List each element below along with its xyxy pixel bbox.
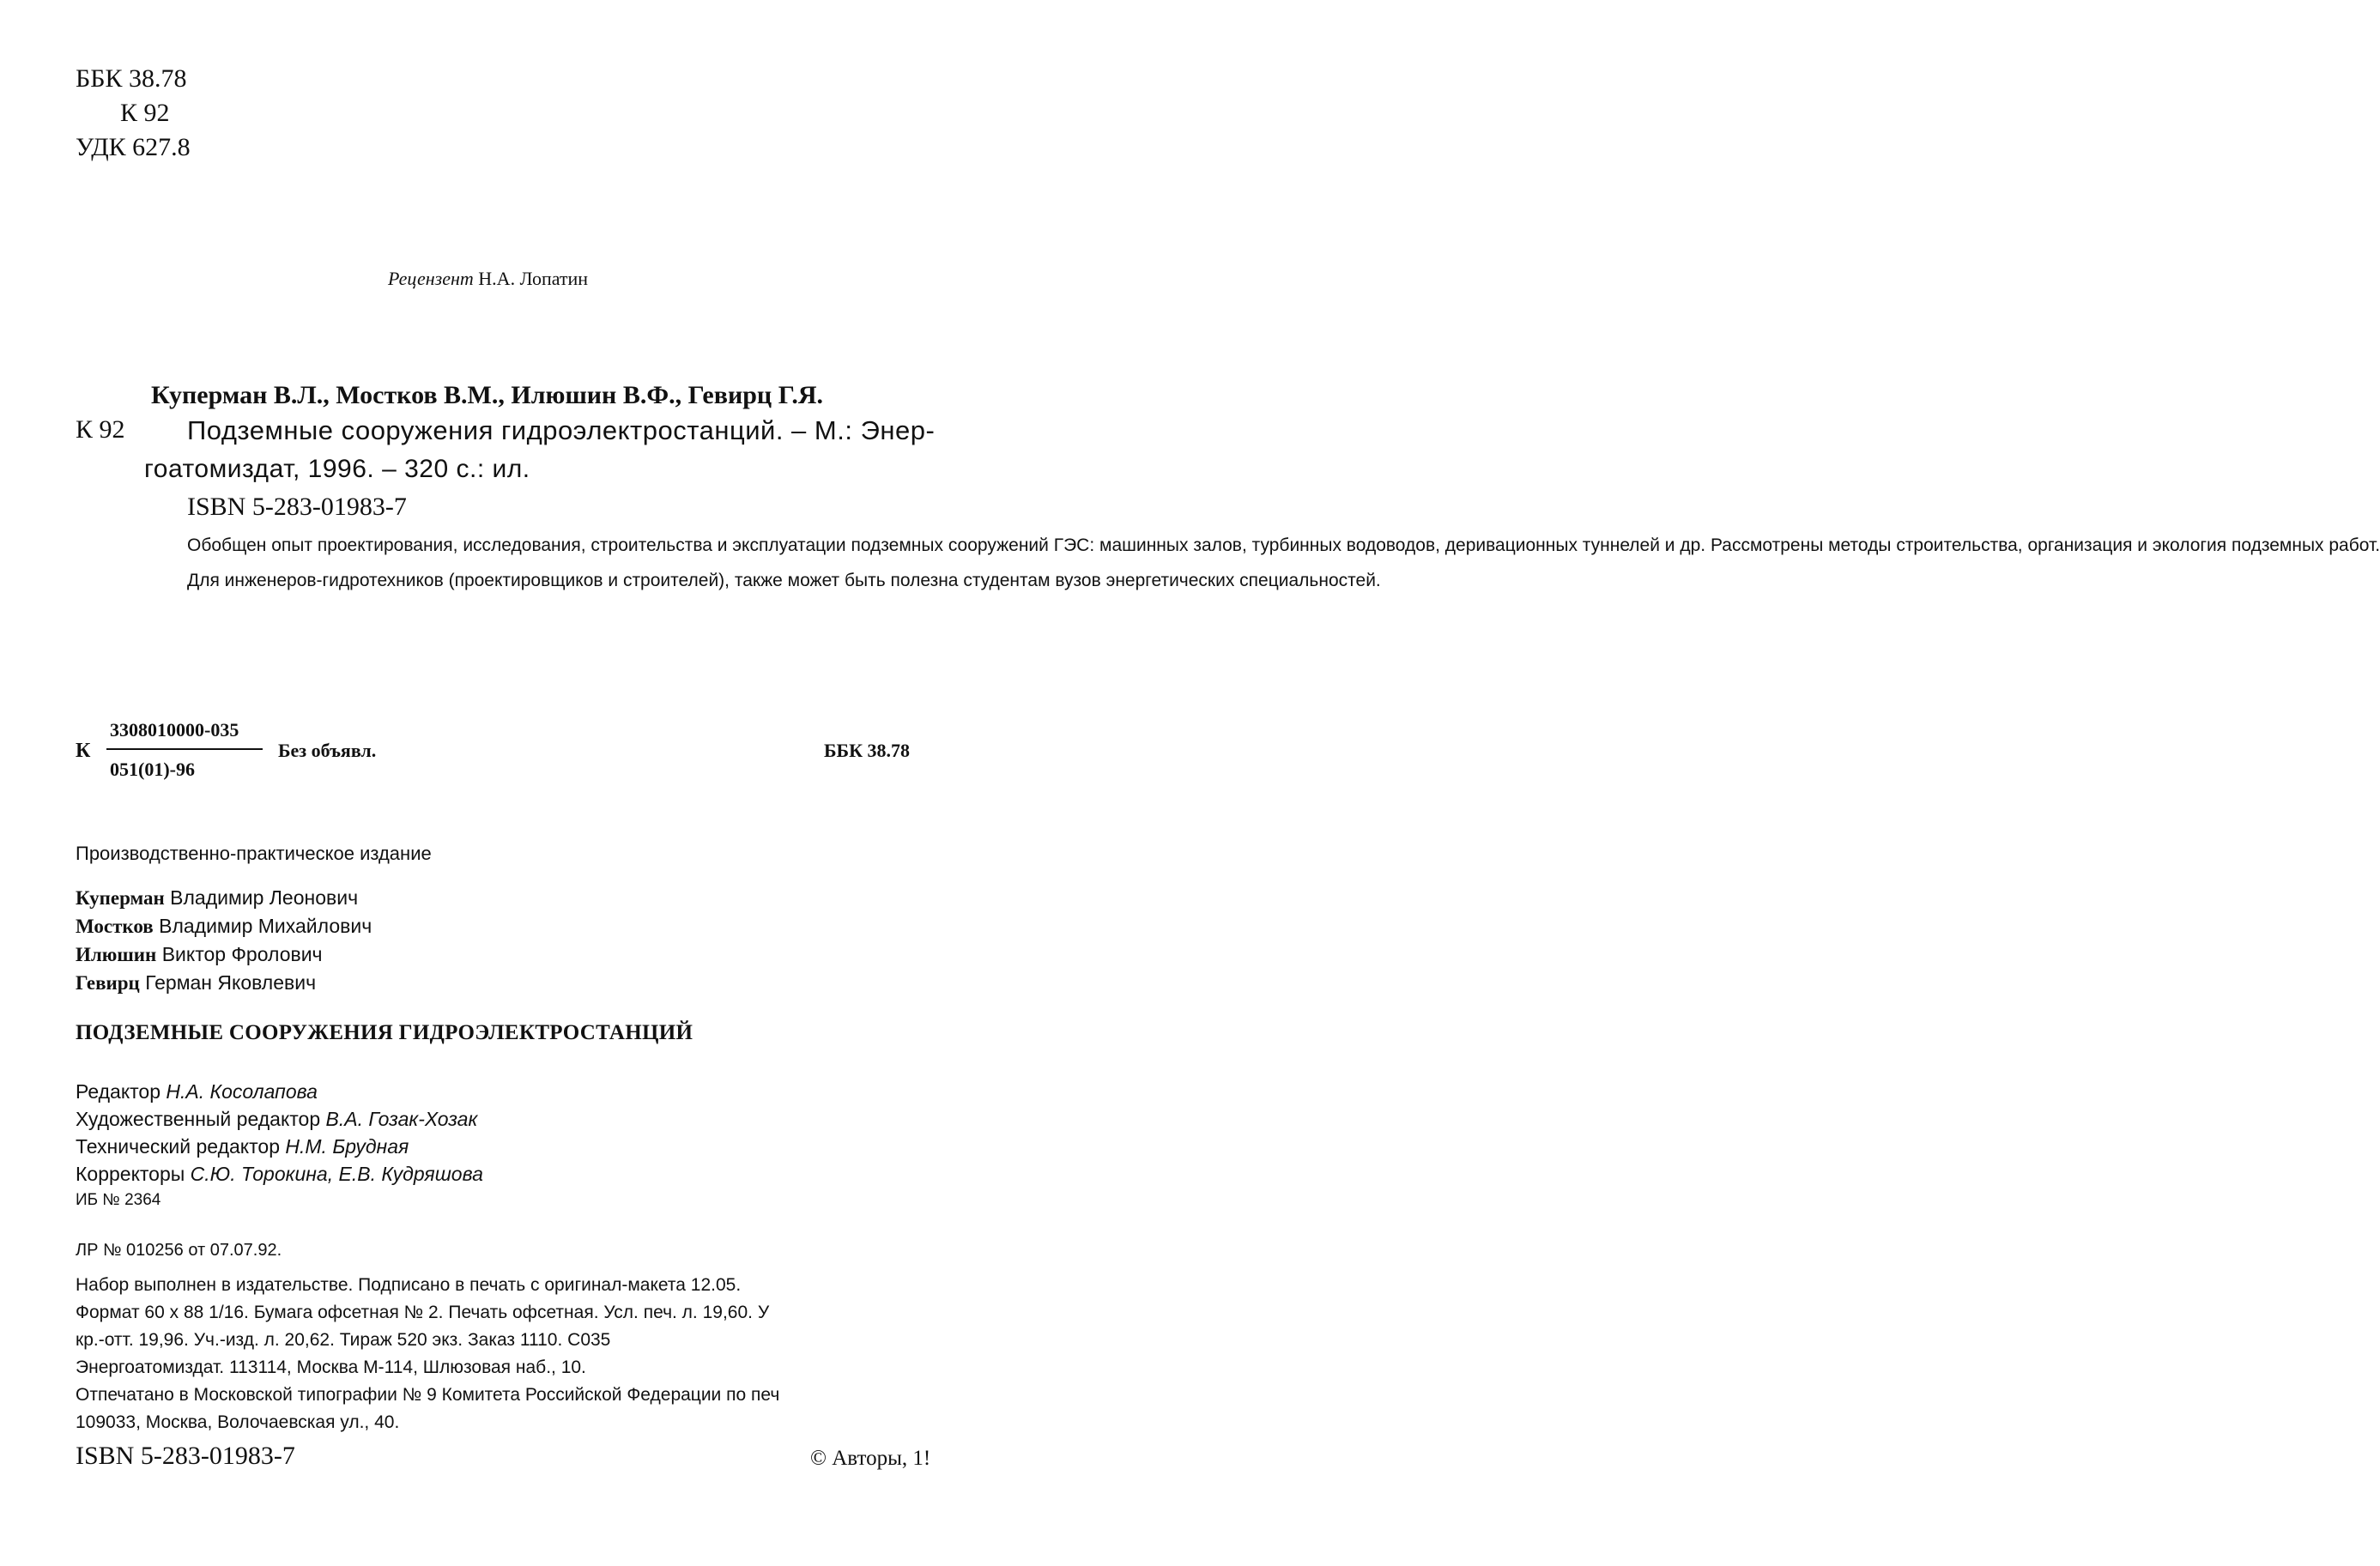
abstract-paragraph: Для инженеров-гидротехников (проектировщиков и строителей), также может быть полезна студентам вузов энергетических специальностей. xyxy=(187,571,1381,590)
reviewer-role: Рецензент xyxy=(388,268,474,289)
catalog-title-line: Подземные сооружения гидроэлектростанций. – М.: Энер- xyxy=(187,415,936,445)
author-mark: К 92 xyxy=(120,99,170,127)
fraction-line xyxy=(106,748,263,750)
author-full-name: Куперман Владимир Леонович xyxy=(76,886,359,909)
abstract-paragraph: Обобщен опыт проектирования, исследования, строительства и эксплуатации подземных сооружений ГЭС: машинных залов, турбинных водоводов, деривационных туннелей и др. Рассмотрены методы строительства, организация и экология подземных работ. xyxy=(187,535,2380,555)
catalog-isbn: ISBN 5-283-01983-7 xyxy=(187,493,407,521)
catalog-authors: Куперман В.Л., Мостков В.М., Илюшин В.Ф., Гевирц Г.Я. xyxy=(151,381,824,409)
bbk-code-right: ББК 38.78 xyxy=(824,740,911,761)
author-full-name: Илюшин Виктор Фролович xyxy=(76,943,323,965)
imprint-line: кр.-отт. 19,96. Уч.-изд. л. 20,62. Тираж 520 экз. Заказ 1110. С035 xyxy=(76,1330,611,1350)
classification-block xyxy=(76,62,191,165)
book-title: ПОДЗЕМНЫЕ СООРУЖЕНИЯ ГИДРОЭЛЕКТРОСТАНЦИЙ xyxy=(76,1021,693,1044)
author-full-names xyxy=(76,884,372,997)
staff-line: Редактор Н.А. Косолапова xyxy=(76,1080,318,1103)
lr-number: ЛР № 010256 от 07.07.92. xyxy=(76,1241,282,1260)
imprint xyxy=(76,1272,944,1436)
author-full-name: Гевирц Герман Яковлевич xyxy=(76,971,317,994)
imprint-line: Отпечатано в Московской типографии № 9 Комитета Российской Федерации по печ xyxy=(76,1385,780,1405)
staff-line: Корректоры С.Ю. Торокина, Е.В. Кудряшова xyxy=(76,1163,483,1185)
ib-number: ИБ № 2364 xyxy=(76,1191,161,1209)
price-code-letter: К xyxy=(76,740,91,762)
isbn-bottom: ISBN 5-283-01983-7 xyxy=(76,1442,295,1470)
abstract xyxy=(144,532,2380,594)
price-code-numerator: 3308010000-035 xyxy=(110,719,239,741)
editorial-staff xyxy=(76,1078,483,1188)
imprint-line: 109033, Москва, Волочаевская ул., 40. xyxy=(76,1412,400,1432)
imprint-line: Энергоатомиздат. 113114, Москва М-114, Шлюзовая наб., 10. xyxy=(76,1357,586,1377)
staff-line: Художественный редактор В.А. Гозак-Хозак xyxy=(76,1108,478,1130)
price-code-denominator: 051(01)-96 xyxy=(110,759,195,780)
author-full-name: Мостков Владимир Михайлович xyxy=(76,915,372,937)
staff-line: Технический редактор Н.М. Брудная xyxy=(76,1135,409,1158)
catalog-k-code: К 92 xyxy=(76,415,125,444)
reviewer-name: Н.А. Лопатин xyxy=(478,268,589,289)
imprint-line: Набор выполнен в издательстве. Подписано в печать с оригинал-макета 12.05. xyxy=(76,1275,742,1295)
price-note: Без объявл. xyxy=(278,740,377,761)
reviewer-line xyxy=(388,268,588,290)
edition-type: Производственно-практическое издание xyxy=(76,843,432,864)
udk-code: УДК 627.8 xyxy=(76,133,191,161)
copyright: © Авторы, 1! xyxy=(810,1447,931,1470)
bbk-code: ББК 38.78 xyxy=(76,64,187,93)
imprint-line: Формат 60 x 88 1/16. Бумага офсетная № 2. Печать офсетная. Усл. печ. л. 19,60. У xyxy=(76,1303,770,1322)
catalog-publisher-line: гоатомиздат, 1996. – 320 с.: ил. xyxy=(144,455,530,483)
